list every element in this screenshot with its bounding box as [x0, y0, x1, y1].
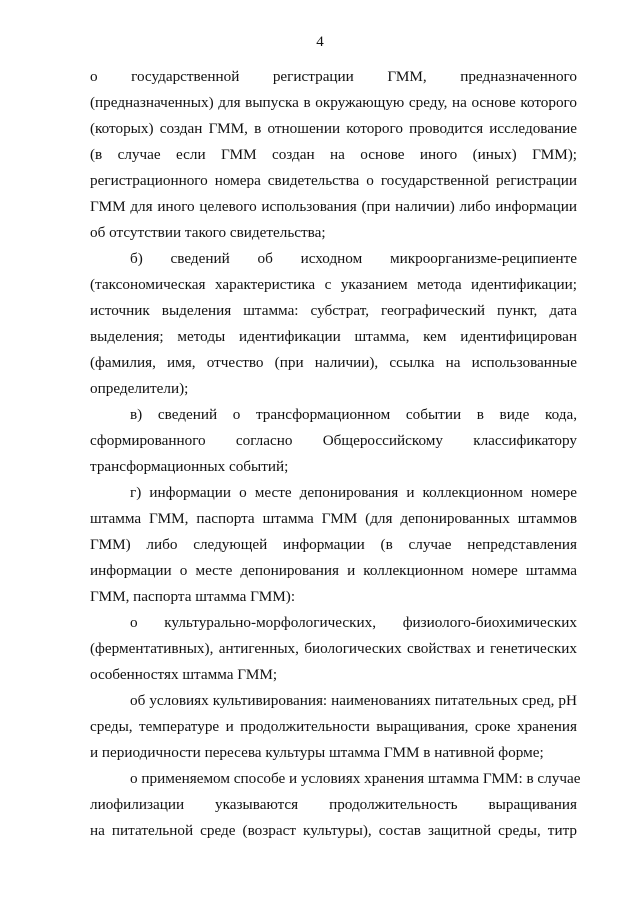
text-line: определители);	[90, 380, 189, 397]
text-line: на питательной среде (возраст культуры), состав защитной среды, титр	[90, 822, 577, 839]
text-line: и периодичности пересева культуры штамма ГММ в нативной форме;	[90, 744, 544, 761]
page-number: 4	[316, 34, 324, 50]
text-line: о культурально-морфологических, физиолого-биохимических	[130, 614, 577, 631]
text-line: об условиях культивирования: наименованиях питательных сред, pH	[130, 692, 577, 709]
text-line: штамма ГММ, паспорта штамма ГММ (для депонированных штаммов	[90, 510, 577, 527]
text-line: о применяемом способе и условиях хранения штамма ГММ: в случае	[130, 770, 581, 787]
text-line: о государственной регистрации ГММ, предназначенного	[90, 68, 577, 85]
text-line: об отсутствии такого свидетельства;	[90, 224, 326, 241]
text-line: сформированного согласно Общероссийскому классификатору	[90, 432, 577, 449]
text-line: б) сведений об исходном микроорганизме-реципиенте	[130, 250, 577, 267]
text-line: источник выделения штамма: субстрат, географический пункт, дата	[90, 302, 577, 319]
text-line: ГММ, паспорта штамма ГММ):	[90, 588, 296, 605]
text-line: информации о месте депонирования и коллекционном номере штамма	[90, 562, 577, 579]
text-line: среды, температуре и продолжительности выращивания, сроке хранения	[90, 718, 577, 735]
text-line: (таксономическая характеристика с указанием метода идентификации;	[90, 276, 577, 293]
text-line: выделения; методы идентификации штамма, кем идентифицирован	[90, 328, 577, 345]
text-line: (фамилия, имя, отчество (при наличии), ссылка на использованные	[90, 354, 577, 371]
text-line: (ферментативных), антигенных, биологических свойствах и генетических	[90, 640, 577, 657]
text-line: регистрационного номера свидетельства о государственной регистрации	[90, 172, 577, 189]
text-line: (предназначенных) для выпуска в окружающую среду, на основе которого	[90, 94, 577, 111]
text-line: особенностях штамма ГММ;	[90, 666, 278, 683]
text-line: в) сведений о трансформационном событии в виде кода,	[130, 406, 577, 423]
text-line: трансформационных событий;	[90, 458, 289, 475]
text-line: лиофилизации указываются продолжительность выращивания	[90, 796, 577, 813]
text-line: (в случае если ГММ создан на основе иного (иных) ГММ);	[90, 146, 577, 163]
text-line: (которых) создан ГММ, в отношении которого проводится исследование	[90, 120, 577, 137]
text-line: ГММ) либо следующей информации (в случае непредставления	[90, 536, 577, 553]
text-line: ГММ для иного целевого использования (при наличии) либо информации	[90, 198, 577, 215]
text-line: г) информации о месте депонирования и коллекционном номере	[130, 484, 577, 501]
